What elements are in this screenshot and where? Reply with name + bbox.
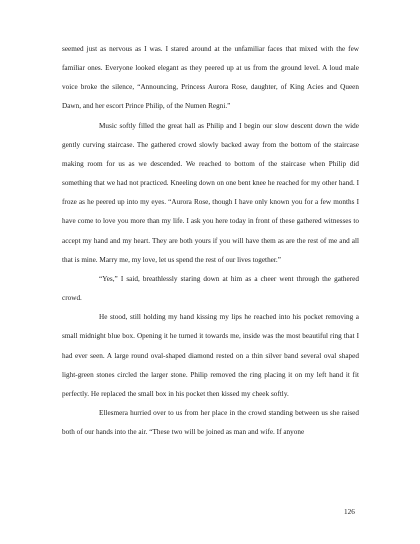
page-number: 126 [344, 508, 355, 516]
paragraph-continued: seemed just as nervous as I was. I stared around at the unfamiliar faces that mixed with the few familiar ones. Everyone looked elegant as they peered up at us from the ground level. A loud male voice broke the silence, “Announcing, Princess Aurora Rose, daughter, of King Acies and Queen Dawn, and her escort Prince Philip, of the Numen Regni.” [62, 45, 359, 111]
paragraph: “Yes,” I said, breathlessly staring down at him as a cheer went through the gathered crowd. [62, 274, 359, 303]
paragraph: He stood, still holding my hand kissing my lips he reached into his pocket removing a small midnight blue box. Opening it he turned it towards me, inside was the most beautiful ring that I had ever seen. A large round oval-shaped diamond rested on a thin silver band several oval shaped light-green stones circled the larger stone. Philip removed the ring placing it on my left hand it fit perfectly. He replaced the small box in his pocket then kissed my cheek softly. [62, 313, 359, 398]
body-text [62, 40, 359, 442]
paragraph: Ellesmera hurried over to us from her place in the crowd standing between us she raised both of our hands into the air. “These two will be joined as man and wife. If anyone [62, 408, 359, 437]
paragraph: Music softly filled the great hall as Philip and I begin our slow descent down the wide gently curving staircase. The gathered crowd slowly backed away from the bottom of the staircase making room for us as we descended. We reached to bottom of the staircase when Philip did something that we had not practiced. Kneeling down on one bent knee he reached for my other hand. I froze as he peered up into my eyes. “Aurora Rose, though I have only known you for a few months I have come to love you more than my life. I ask you here today in front of these gathered witnesses to accept my hand and my heart. They are both yours if you will have them as are the rest of me and all that is mine. Marry me, my love, let us spend the rest of our lives together.” [62, 121, 359, 264]
